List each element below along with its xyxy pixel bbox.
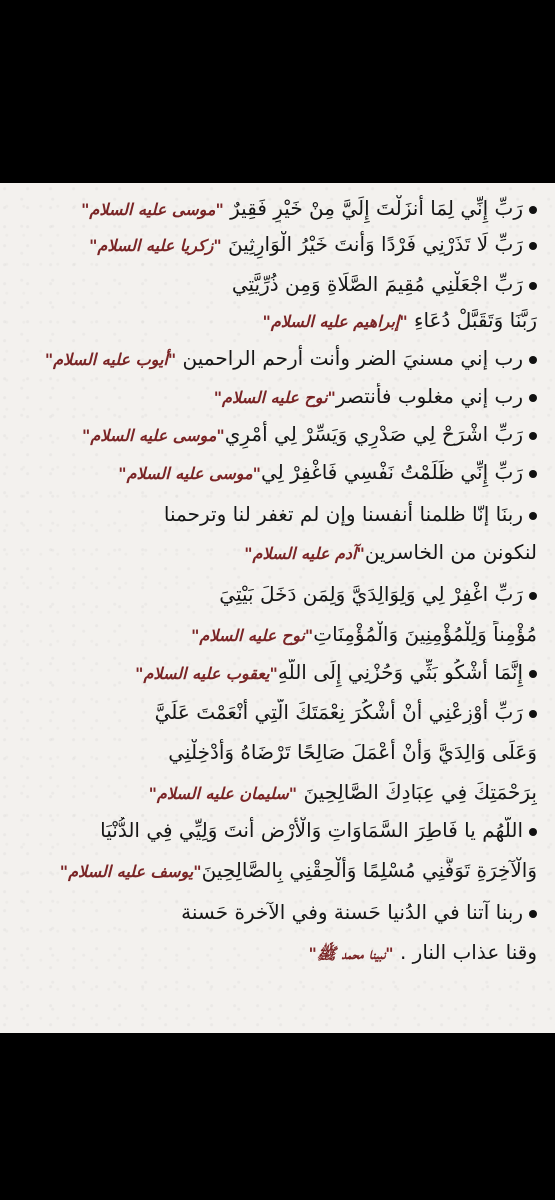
dua-line [14,271,537,297]
dua-text: رَبَّنَا وَتَقَبَّلْ دُعَاءِ [407,308,537,332]
prophet-attribution: "يوسف عليه السلام" [59,862,202,881]
dua-text: رَبِّ إِنِّي لِمَا أَنزَلْتَ إِلَيَّ مِنْ خَيْرٍ فَقِيرٌ [223,196,523,220]
dua-text: وَعَلَى وَالِدَيَّ وَأَنْ أَعْمَلَ صَالِحًا تَرْضَاهُ وَأَدْخِلْنِي [168,740,537,764]
bullet-icon [529,828,537,836]
dua-text: إِنَّمَا أَشْكُو بَثِّي وَحُزْنِي إِلَى اللَّهِ [277,660,523,684]
bullet-icon [529,710,537,718]
prophet-attribution: "نوح عليه السلام" [213,388,336,407]
dua-text: رَبِّ أَوْزِعْنِي أَنْ أَشْكُرَ نِعْمَتَكَ الَّتِي أَنْعَمْتَ عَلَيَّ [154,700,523,724]
dua-line [14,659,537,687]
dua-text: ربنَا إنّا ظلمنا أنفسنا وإن لم تغفر لنا وترحمنا [163,502,523,526]
dua-line [14,621,537,649]
bullet-icon [529,670,537,678]
dua-line [14,231,537,259]
dua-line [14,739,537,765]
prophet-attribution: "سليمان عليه السلام" [148,784,298,803]
bullet-icon [529,910,537,918]
dua-text: رب إني مغلوب فأنتصر [335,384,523,408]
dua-text: رَبِّ اجْعَلْنِي مُقِيمَ الصَّلَاةِ وَمِن ذُرِّيَّتِي [231,272,523,296]
dua-text: رَبِّ اشْرَحْ لِي صَدْرِي وَيَسِّرْ لِي أَمْرِي [224,422,523,446]
bullet-icon [529,470,537,478]
dua-line [14,817,537,843]
dua-text: لنكونن من الخاسرين [364,540,537,564]
bullet-icon [529,592,537,600]
dua-text: وَالْآخِرَةِ تَوَفَّنِي مُسْلِمًا وَأَلْحِقْنِي بِالصَّالِحِينَ [201,858,537,882]
prophet-attribution: "يعقوب عليه السلام" [135,664,278,683]
prophet-attribution: "موسى عليه السلام" [118,464,261,483]
dua-line [14,699,537,725]
dua-line [14,779,537,807]
dua-line [14,501,537,527]
dua-text: مُؤْمِناً وَلِلْمُؤْمِنِينَ وَالْمُؤْمِنَاتِ [313,622,537,646]
bullet-icon [529,394,537,402]
prophet-attribution: "موسى عليه السلام" [82,426,225,445]
bullet-icon [529,242,537,250]
dua-list [0,183,555,1033]
prophet-attribution: "إبراهيم عليه السلام" [262,312,408,331]
bullet-icon [529,512,537,520]
dua-line [14,581,537,607]
dua-text: رَبِّ اغْفِرْ لِي وَلِوَالِدَيَّ وَلِمَن دَخَلَ بَيْتِيَ [219,582,523,606]
dua-line [14,539,537,567]
dua-line [14,421,537,449]
dua-line [14,459,537,487]
dua-text: بِرَحْمَتِكَ فِي عِبَادِكَ الصَّالِحِينَ [297,780,537,804]
prophet-attribution: "نبينا محمد ﷺ" [308,944,394,963]
dua-line [14,383,537,411]
dua-text: رَبِّ إِنِّي ظَلَمْتُ نَفْسِي فَاغْفِرْ لِي [260,460,523,484]
dua-text: رب إني مسنيَ الضر وأنت أرحم الراحمين [176,346,523,370]
dua-paper [0,183,555,1033]
prophet-attribution: "موسى عليه السلام" [81,200,224,219]
dua-text: وقنا عذاب النار . [393,940,537,964]
prophet-attribution: "أيوب عليه السلام" [44,350,177,369]
dua-line [14,857,537,885]
dua-text: اللَّهُم يا فَاطِرَ السَّمَاوَاتِ وَالْأَرْضِ أَنتَ وَلِيِّي فِي الدُّنْيَا [100,818,523,842]
dua-line [14,195,537,223]
prophet-attribution: "نوح عليه السلام" [191,626,314,645]
prophet-attribution: "زكريا عليه السلام" [89,236,222,255]
bullet-icon [529,356,537,364]
dua-line [14,307,537,335]
dua-text: رَبِّ لَا تَذَرْنِي فَرْدًا وَأَنتَ خَيْرُ الْوَارِثِينَ [221,232,523,256]
prophet-attribution: "آدم عليه السلام" [244,544,365,563]
dua-line [14,899,537,925]
dua-line [14,345,537,373]
bullet-icon [529,282,537,290]
dua-line [14,939,537,967]
dua-text: ربنا آتنا في الدُنيا حَسنة وفي الآخرة حَسنة [181,900,523,924]
bullet-icon [529,206,537,214]
bullet-icon [529,432,537,440]
